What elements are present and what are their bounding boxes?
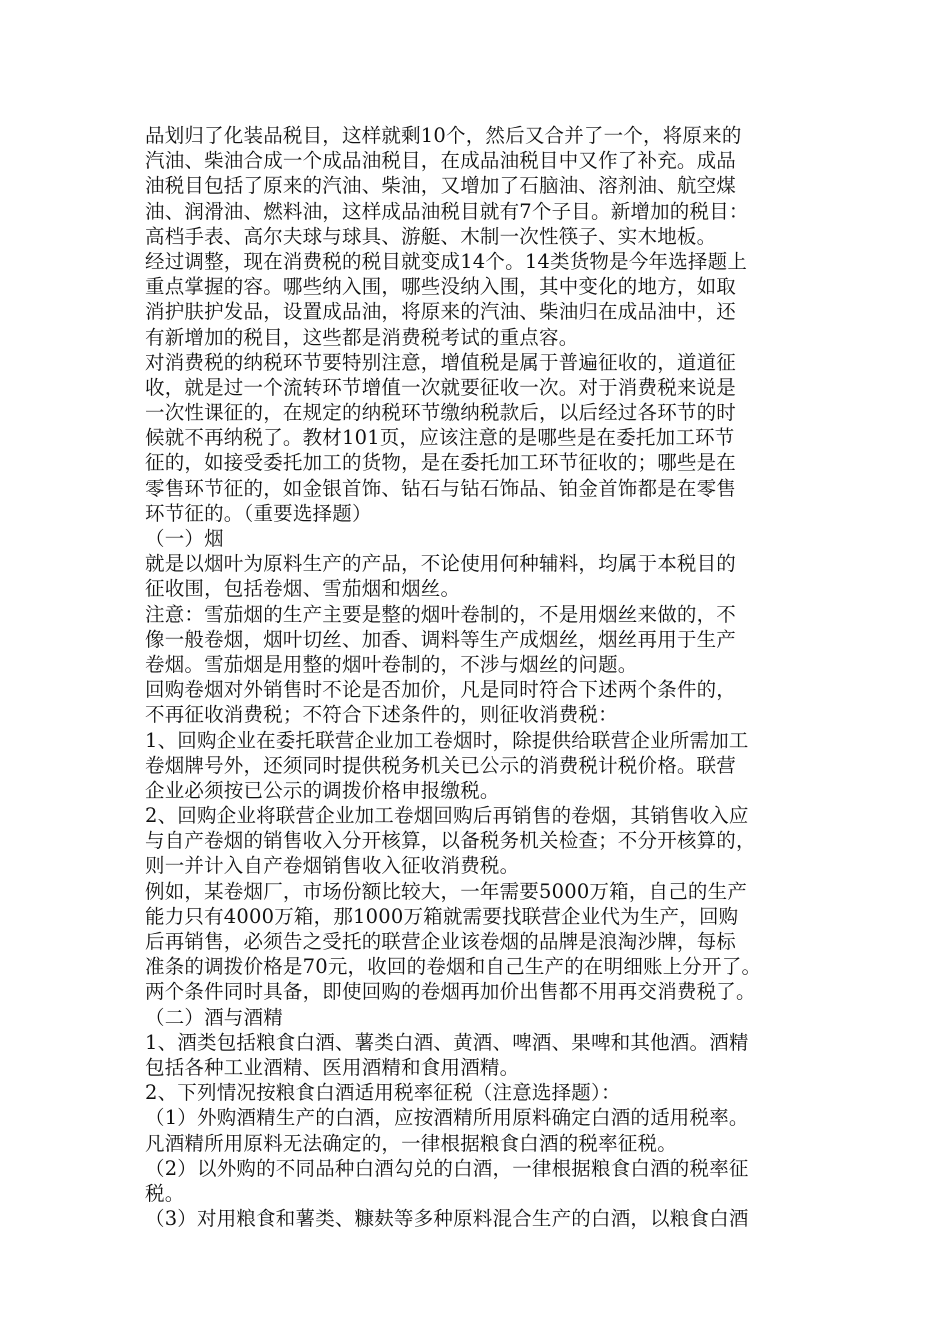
text-line: 1、酒类包括粮食白酒、薯类白酒、黄酒、啤酒、果啤和其他酒。酒精 xyxy=(145,1030,749,1054)
text-line: 经过调整，现在消费税的税目就变成14个。14类货物是今年选择题上 xyxy=(145,249,748,273)
text-line: 环节征的。（重要选择题） xyxy=(145,501,372,525)
text-line: 有新增加的税目，这些都是消费税考试的重点容。 xyxy=(145,325,579,349)
document-body xyxy=(145,123,815,1231)
text-line: 2、下列情况按粮食白酒适用税率征税（注意选择题）： xyxy=(145,1081,621,1105)
text-line: （2）以外购的不同品种白酒勾兑的白酒，一律根据粮食白酒的税率征 xyxy=(145,1156,749,1180)
text-line: 后再销售，必须告之受托的联营企业该卷烟的品牌是浪淘沙牌，每标 xyxy=(145,930,737,953)
text-line: 回购卷烟对外销售时不论是否加价，凡是同时符合下述两个条件的， xyxy=(145,678,737,702)
text-line: （一）烟 xyxy=(145,527,224,550)
text-line: 两个条件同时具备，即使回购的卷烟再加价出售都不用再交消费税了。 xyxy=(145,980,756,1004)
text-line: 能力只有4000万箱，那1000万箱就需要找联营企业代为生产，回购 xyxy=(145,904,739,928)
text-line: 企业必须按已公示的调拨价格申报缴税。 xyxy=(145,778,500,802)
text-line: 品划归了化装品税目，这样就剩10个，然后又合并了一个，将原来的 xyxy=(145,124,742,147)
text-line: 油税目包括了原来的汽油、柴油，又增加了石脑油、溶剂油、航空煤 xyxy=(145,174,737,198)
text-line: 候就不再纳税了。教材101页，应该注意的是哪些是在委托加工环节 xyxy=(145,426,735,450)
text-line: （1）外购酒精生产的白酒，应按酒精所用原料确定白酒的适用税率。 xyxy=(145,1106,749,1130)
text-line: 税。 xyxy=(145,1181,185,1205)
text-line: 2、回购企业将联营企业加工卷烟回购后再销售的卷烟，其销售收入应 xyxy=(145,804,749,828)
text-line: 征收围，包括卷烟、雪茄烟和烟丝。 xyxy=(145,577,461,601)
text-line: 收，就是过一个流转环节增值一次就要征收一次。对于消费税来说是 xyxy=(145,375,737,399)
text-line: （3）对用粮食和薯类、糠麸等多种原料混合生产的白酒，以粮食白酒 xyxy=(145,1207,749,1231)
text-line: （二）酒与酒精 xyxy=(145,1005,283,1029)
text-line: 准条的调拨价格是70元，收回的卷烟和自己生产的在明细账上分开了。 xyxy=(145,955,762,979)
text-line: 卷烟。雪茄烟是用整的烟叶卷制的，不涉与烟丝的问题。 xyxy=(145,652,638,676)
text-line: 注意：雪茄烟的生产主要是整的烟叶卷制的，不是用烟丝来做的，不 xyxy=(145,602,737,626)
text-line: 对消费税的纳税环节要特别注意，增值税是属于普遍征收的，道道征 xyxy=(145,350,737,374)
text-line: 油、润滑油、燃料油，这样成品油税目就有7个子目。新增加的税目： xyxy=(145,199,749,223)
text-line: 则一并计入自产卷烟销售收入征收消费税。 xyxy=(145,854,520,878)
text-line: 凡酒精所用原料无法确定的，一律根据粮食白酒的税率征税。 xyxy=(145,1131,677,1155)
text-line: 消护肤护发品，设置成品油，将原来的汽油、柴油归在成品油中，还 xyxy=(145,300,737,324)
text-line: 1、回购企业在委托联营企业加工卷烟时，除提供给联营企业所需加工 xyxy=(145,728,749,752)
text-line: 零售环节征的，如金银首饰、钻石与钻石饰品、铂金首饰都是在零售 xyxy=(145,476,737,500)
text-line: 与自产卷烟的销售收入分开核算，以备税务机关检查；不分开核算的， xyxy=(145,829,756,853)
text-line: 像一般卷烟，烟叶切丝、加香、调料等生产成烟丝，烟丝再用于生产 xyxy=(145,627,737,651)
text-line: 就是以烟叶为原料生产的产品，不论使用何种辅料，均属于本税目的 xyxy=(145,552,737,576)
text-line: 征的，如接受委托加工的货物，是在委托加工环节征收的；哪些是在 xyxy=(145,451,737,475)
text-line: 一次性课征的，在规定的纳税环节缴纳税款后，以后经过各环节的时 xyxy=(145,401,737,425)
text-line: 例如，某卷烟厂，市场份额比较大，一年需要5000万箱，自己的生产 xyxy=(145,879,748,903)
text-line: 高档手表、高尔夫球与球具、游艇、木制一次性筷子、实木地板。 xyxy=(145,224,717,248)
text-line: 汽油、柴油合成一个成品油税目，在成品油税目中又作了补充。成品 xyxy=(145,149,737,173)
text-line: 不再征收消费税；不符合下述条件的，则征收消费税： xyxy=(145,703,618,727)
text-line: 卷烟牌号外，还须同时提供税务机关已公示的消费税计税价格。联营 xyxy=(145,753,737,777)
text-line: 包括各种工业酒精、医用酒精和食用酒精。 xyxy=(145,1055,520,1079)
text-line: 重点掌握的容。哪些纳入围，哪些没纳入围，其中变化的地方，如取 xyxy=(145,275,737,299)
